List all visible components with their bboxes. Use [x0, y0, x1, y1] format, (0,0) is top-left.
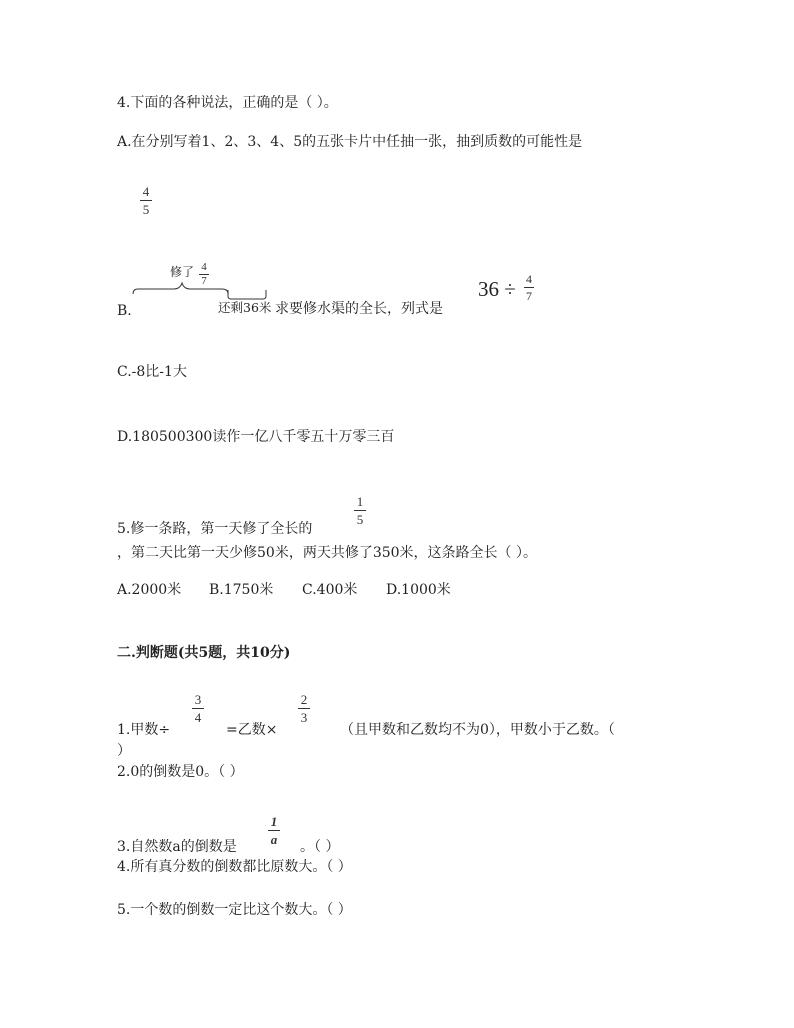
fraction-denominator: a — [270, 832, 278, 847]
judge-1-part-3: （且甲数和乙数均不为0），甲数小于乙数。（ — [340, 722, 615, 738]
q4-stem: 4.下面的各种说法，正确的是（ ）。 — [117, 95, 338, 111]
q4-option-b-text: 求要修水渠的全长，列式是 — [275, 301, 443, 317]
q5-line-1: 5.修一条路，第一天修了全长的 — [117, 521, 313, 537]
judge-3-part-1: 3.自然数a的倒数是 — [117, 839, 237, 855]
q4-option-b-label: B. — [117, 303, 132, 319]
judge-3-part-2: 。（ ） — [300, 839, 340, 855]
section-2-title: 二.判断题(共5题，共10分) — [117, 645, 291, 661]
fraction-bar — [298, 708, 310, 709]
fraction-bar — [192, 708, 204, 709]
judge-1-part-1: 1.甲数÷ — [117, 722, 171, 738]
fraction-bar — [354, 510, 366, 511]
fraction-numerator: 4 — [142, 184, 150, 199]
q5-fraction — [354, 495, 366, 526]
fraction-numerator: 4 — [201, 261, 207, 273]
q5-option-d: D.1000米 — [386, 582, 451, 598]
upper-brace — [133, 283, 228, 294]
fraction-numerator: 2 — [300, 692, 308, 707]
fraction-numerator: 1 — [270, 814, 278, 829]
q4-option-d: D.180500300读作一亿八千零五十万零三百 — [117, 429, 395, 445]
judge-4: 4.所有真分数的倒数都比原数大。（ ） — [117, 859, 352, 875]
lower-brace — [228, 290, 266, 299]
q5-option-a: A.2000米 — [117, 582, 182, 598]
q5-option-b: B.1750米 — [209, 582, 274, 598]
fraction-denominator: 7 — [201, 275, 207, 287]
judge-5: 5.一个数的倒数一定比这个数大。（ ） — [117, 902, 352, 918]
diagram-top-label: 修了 — [170, 265, 195, 279]
fraction-bar — [524, 287, 534, 288]
fraction-numerator: 1 — [356, 494, 364, 509]
fraction-numerator: 3 — [194, 692, 202, 707]
fraction-denominator: 7 — [526, 289, 532, 303]
judge-1-fraction-1 — [192, 693, 204, 724]
q4-option-a-text: A.在分别写着1、2、3、4、5的五张卡片中任抽一张，抽到质数的可能性是 — [117, 134, 583, 150]
judge-1-part-2: =乙数× — [226, 722, 278, 738]
q4-option-c: C.-8比-1大 — [117, 364, 187, 380]
judge-1-part-4: ） — [117, 743, 131, 759]
fraction-denominator: 5 — [142, 202, 150, 217]
judge-1-fraction-2 — [298, 693, 310, 724]
judge-3-fraction — [268, 815, 280, 846]
fraction-denominator: 4 — [194, 710, 202, 725]
q4-option-b-expression-fraction — [524, 273, 534, 302]
q4-option-b-expression: 36 ÷ — [478, 277, 516, 301]
fraction-numerator: 4 — [526, 272, 532, 286]
brace-diagram — [132, 280, 272, 300]
diagram-bottom-label: 还剩36米 — [218, 300, 272, 315]
q4-option-a-fraction — [140, 185, 152, 216]
fraction-bar — [268, 830, 280, 831]
fraction-denominator: 5 — [356, 512, 364, 527]
judge-2: 2.0的倒数是0。（ ） — [117, 764, 244, 780]
fraction-bar — [140, 200, 152, 201]
q5-option-c: C.400米 — [302, 582, 358, 598]
q5-line-2: ，第二天比第一天少修50米，两天共修了350米，这条路全长（ ）。 — [117, 545, 537, 561]
fraction-denominator: 3 — [300, 710, 308, 725]
